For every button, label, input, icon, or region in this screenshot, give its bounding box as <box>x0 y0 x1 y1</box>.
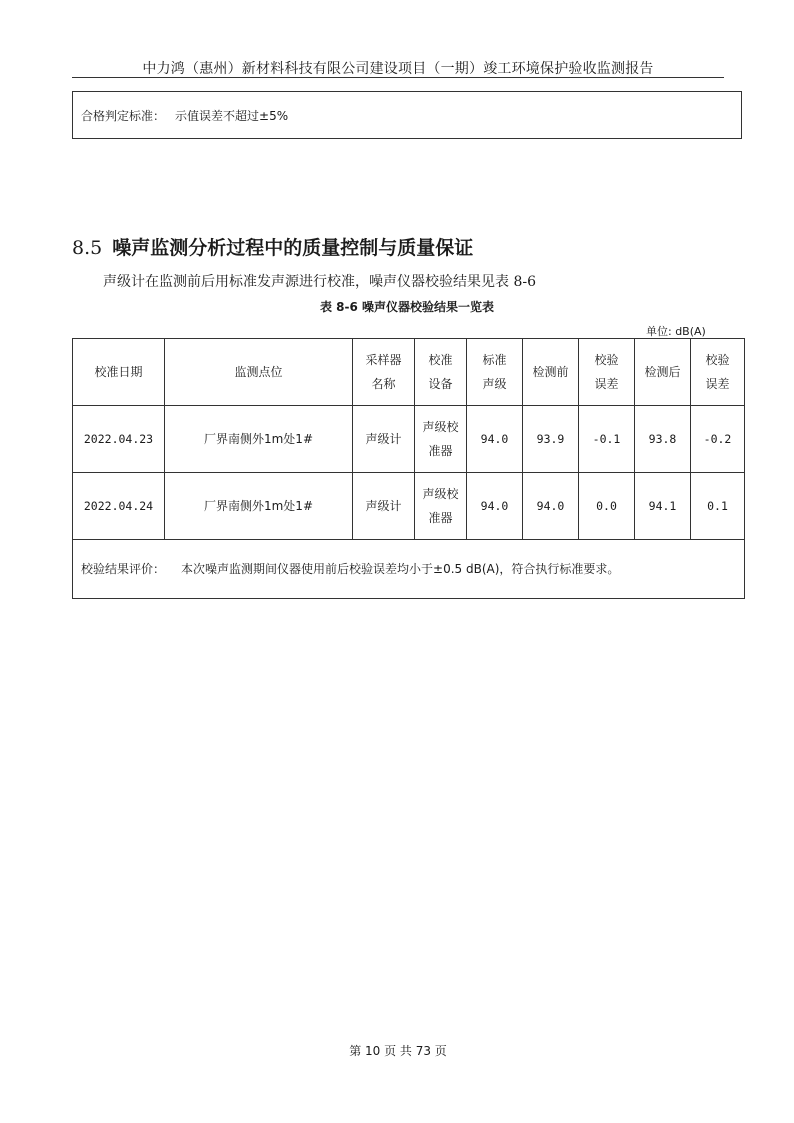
section-intro: 声级计在监测前后用标准发声源进行校准，噪声仪器校验结果见表 8-6 <box>103 274 536 290</box>
criteria-line <box>81 107 288 124</box>
header-after: 检测后 <box>635 339 691 406</box>
header-error-before <box>579 339 635 406</box>
header-before: 检测前 <box>523 339 579 406</box>
report-header-title: 中力鸿（惠州）新材料科技有限公司建设项目（一期）竣工环境保护验收监测报告 <box>142 61 654 77</box>
cell-location: 厂界南侧外1m处1# <box>165 473 353 540</box>
cell-device <box>415 473 467 540</box>
header-sampler-l2: 名称 <box>371 377 396 391</box>
cell-error-after: -0.2 <box>691 406 745 473</box>
header-sampler <box>353 339 415 406</box>
cell-before: 94.0 <box>523 473 579 540</box>
section-heading <box>72 233 473 260</box>
cell-error-after: 0.1 <box>691 473 745 540</box>
cell-after: 94.1 <box>635 473 691 540</box>
criteria-label: 合格判定标准： <box>81 109 166 123</box>
cell-sampler: 声级计 <box>353 406 415 473</box>
table-header-row <box>73 339 745 406</box>
cell-device-l1: 声级校 <box>422 420 459 434</box>
cell-date: 2022.04.23 <box>73 406 165 473</box>
header-error-after-l2: 误差 <box>705 377 730 391</box>
header-device-l2: 设备 <box>428 377 453 391</box>
header-standard-l2: 声级 <box>482 377 507 391</box>
cell-sampler: 声级计 <box>353 473 415 540</box>
section-title: 噪声监测分析过程中的质量控制与质量保证 <box>112 237 474 259</box>
remark-label: 校验结果评价： <box>81 562 166 576</box>
remark-text: 本次噪声监测期间仪器使用前后校验误差均小于±0.5 dB(A)，符合执行标准要求。 <box>181 562 620 576</box>
header-standard-l1: 标准 <box>482 353 507 367</box>
cell-device-l2: 准器 <box>428 444 453 458</box>
cell-device <box>415 406 467 473</box>
cell-date: 2022.04.24 <box>73 473 165 540</box>
table-caption: 表 8-6 噪声仪器校验结果一览表 <box>319 300 495 314</box>
header-device-l1: 校准 <box>428 353 453 367</box>
header-standard <box>467 339 523 406</box>
cell-device-l1: 声级校 <box>422 487 459 501</box>
table-row <box>73 406 745 473</box>
cell-location: 厂界南侧外1m处1# <box>165 406 353 473</box>
calibration-table <box>72 338 745 599</box>
header-date: 校准日期 <box>73 339 165 406</box>
cell-error-before: -0.1 <box>579 406 635 473</box>
cell-standard: 94.0 <box>467 406 523 473</box>
header-error-after-l1: 校验 <box>705 353 730 367</box>
header-sampler-l1: 采样器 <box>365 353 402 367</box>
table-row <box>73 473 745 540</box>
section-number: 8.5 <box>72 237 103 259</box>
cell-standard: 94.0 <box>467 473 523 540</box>
cell-before: 93.9 <box>523 406 579 473</box>
cell-device-l2: 准器 <box>428 511 453 525</box>
cell-error-before: 0.0 <box>579 473 635 540</box>
header-device <box>415 339 467 406</box>
header-location: 监测点位 <box>165 339 353 406</box>
header-error-before-l1: 校验 <box>594 353 619 367</box>
cell-after: 93.8 <box>635 406 691 473</box>
table-unit: 单位: dB(A) <box>646 325 706 338</box>
criteria-box <box>72 91 742 139</box>
header-error-before-l2: 误差 <box>594 377 619 391</box>
page-footer: 第 10 页 共 73 页 <box>349 1044 447 1058</box>
criteria-value: 示值误差不超过±5% <box>175 109 289 123</box>
header-divider <box>72 77 724 78</box>
header-error-after <box>691 339 745 406</box>
remark-cell <box>73 540 745 599</box>
table-remark-row <box>73 540 745 599</box>
